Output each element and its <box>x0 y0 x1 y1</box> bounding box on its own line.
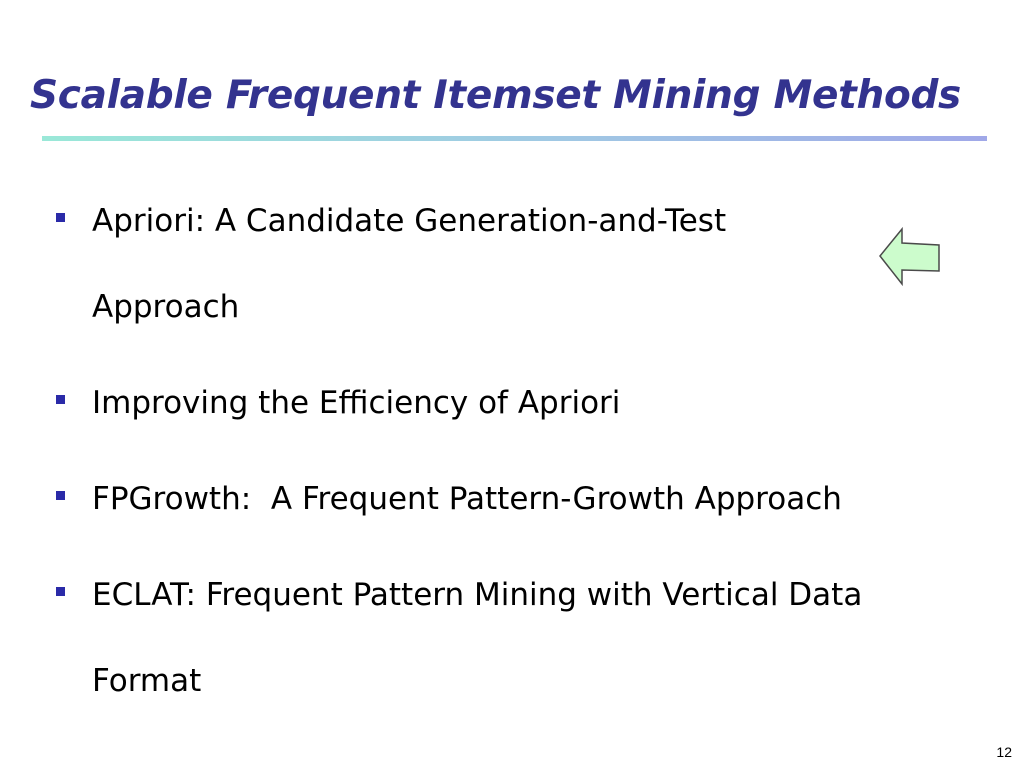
bullet-list <box>56 178 976 734</box>
bullet-marker <box>56 213 65 222</box>
bullet-item-fpgrowth <box>56 456 976 542</box>
bullet-text: Improving the Efficiency of Apriori <box>92 385 621 421</box>
left-arrow-icon <box>878 226 942 286</box>
bullet-marker <box>56 587 65 596</box>
bullet-marker <box>56 491 65 500</box>
slide-title: Scalable Frequent Itemset Mining Methods <box>30 73 961 118</box>
title-underline <box>42 136 987 141</box>
bullet-text: FPGrowth: A Frequent Pattern-Growth Approach <box>92 481 842 517</box>
bullet-marker <box>56 395 65 404</box>
bullet-item-eclat <box>56 552 976 724</box>
bullet-text: ECLAT: Frequent Pattern Mining with Vertical Data Format <box>92 577 863 699</box>
page-number: 12 <box>996 744 1012 760</box>
bullet-item-apriori <box>56 178 976 350</box>
bullet-item-efficiency <box>56 360 976 446</box>
bullet-text: Apriori: A Candidate Generation-and-Test Approach <box>92 203 727 325</box>
